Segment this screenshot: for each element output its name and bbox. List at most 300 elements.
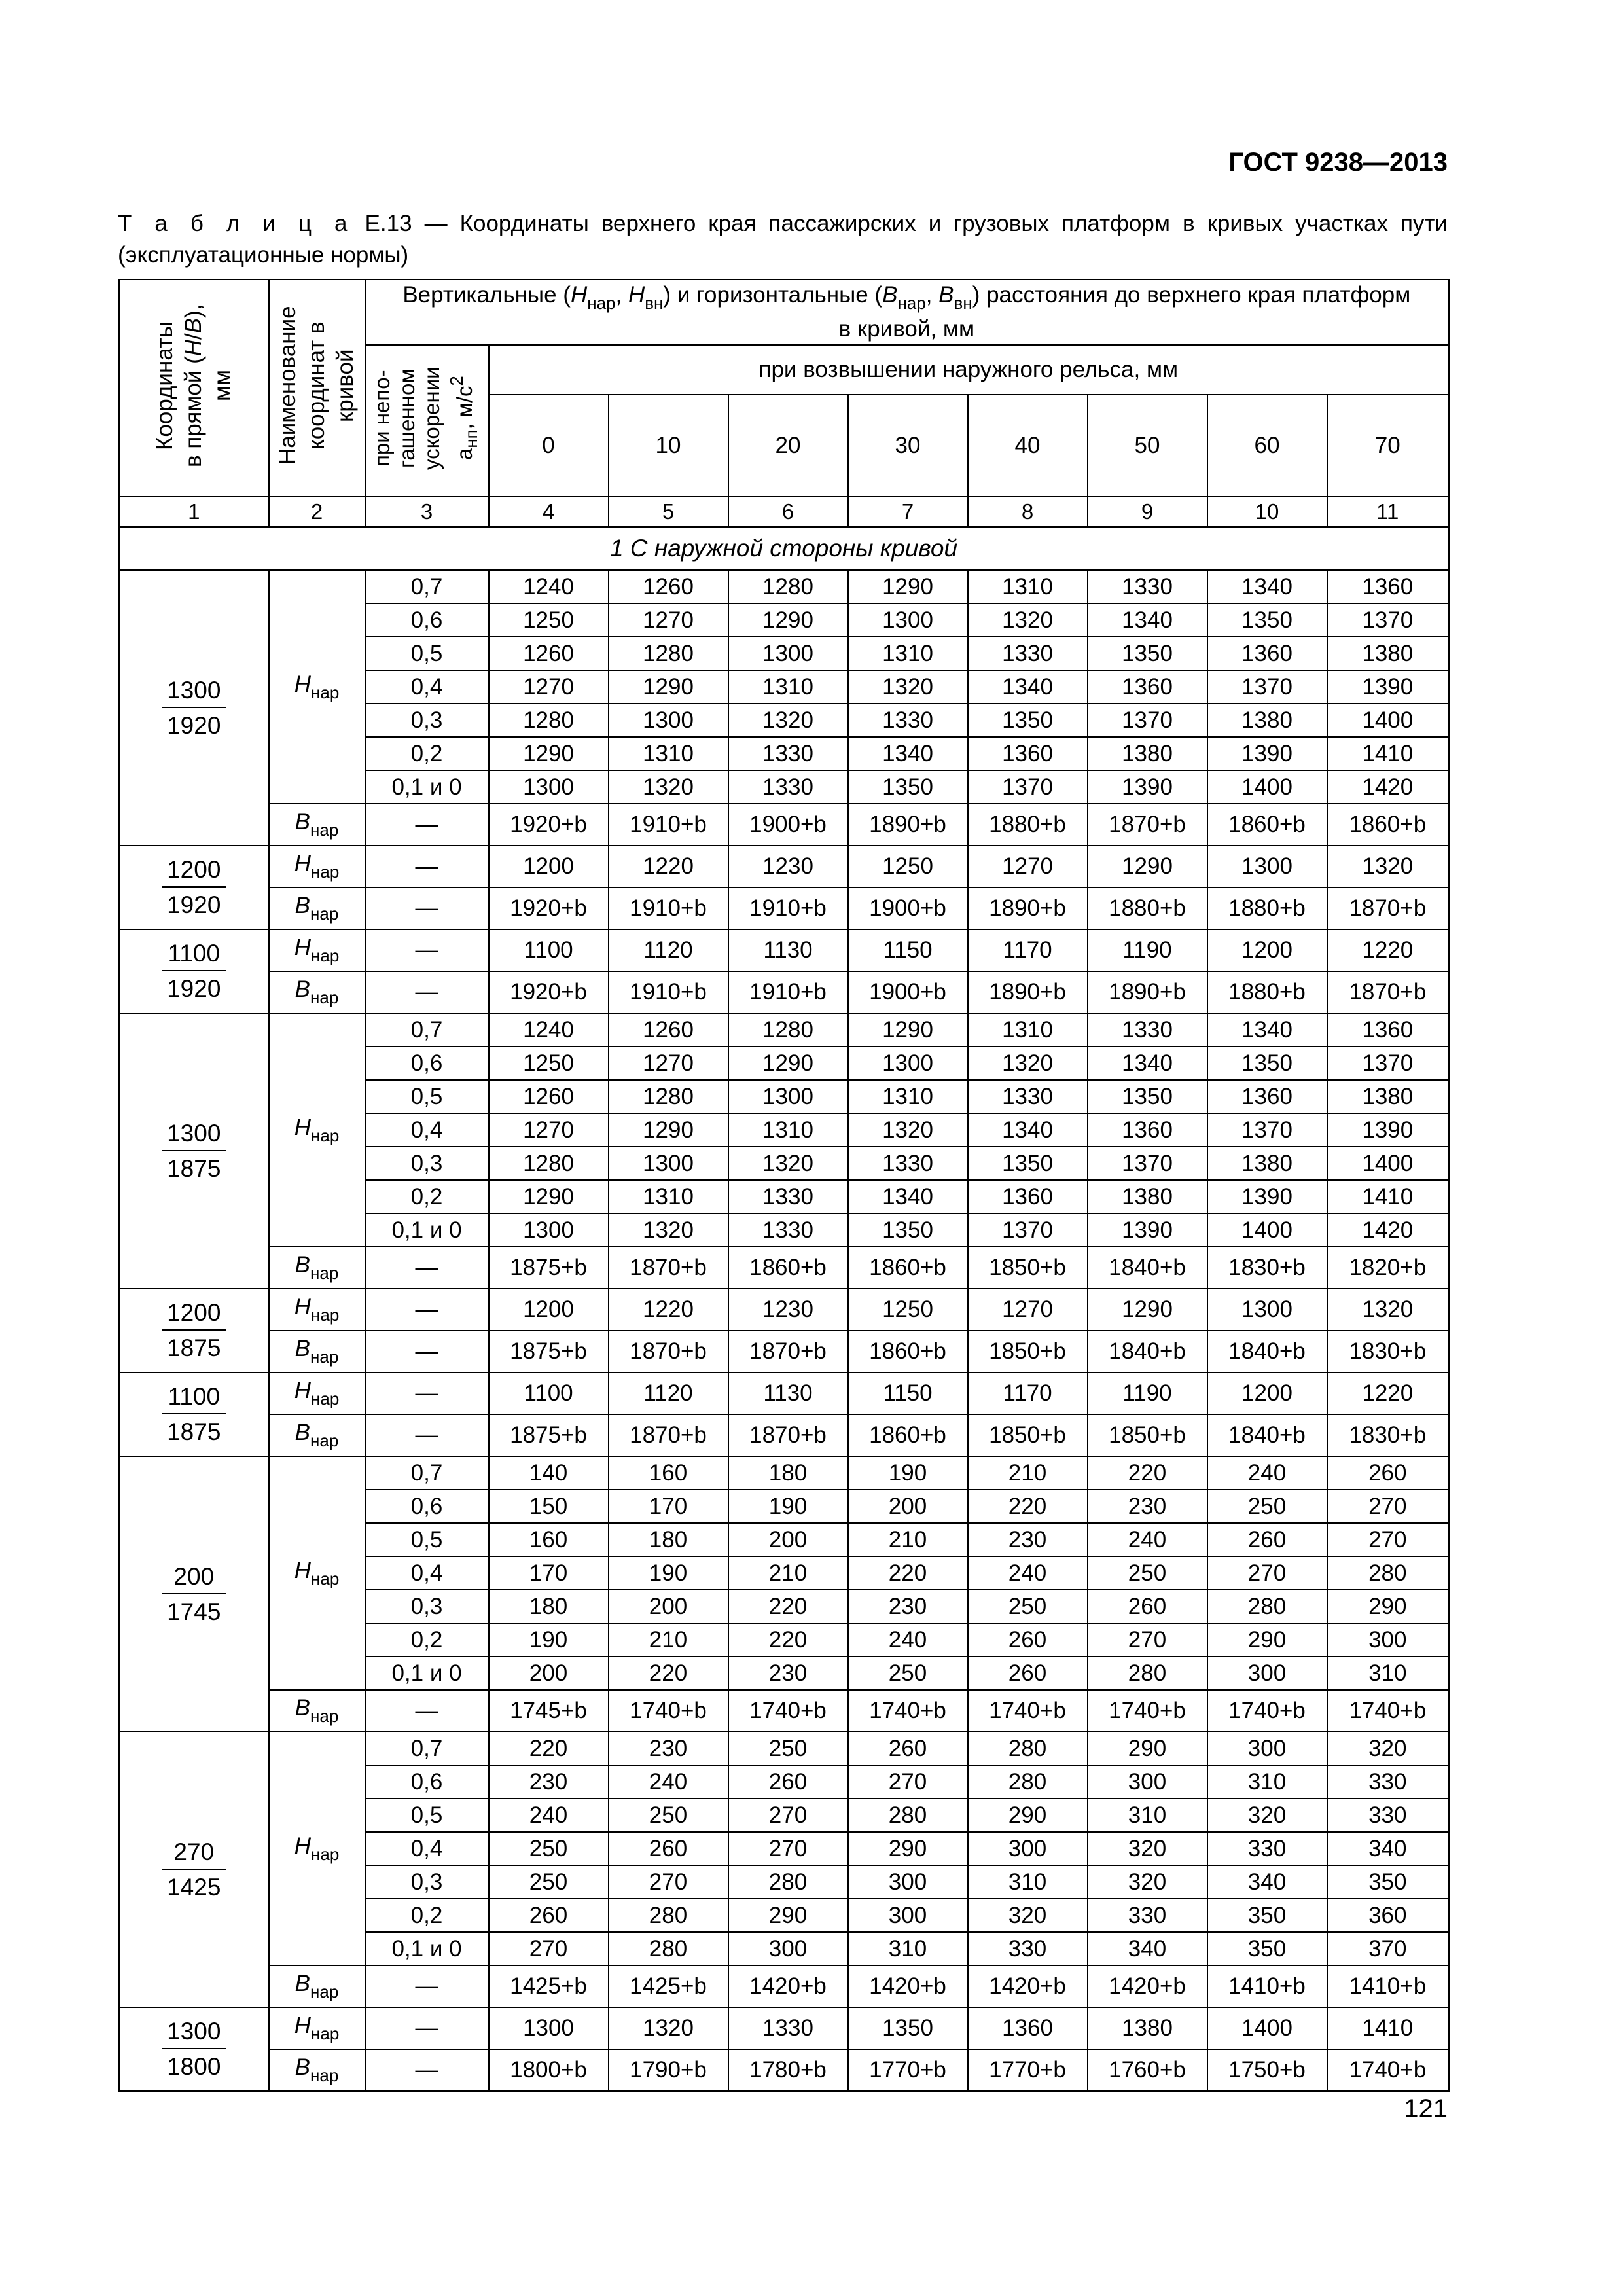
value-cell: 1310 (848, 1080, 968, 1113)
header-acceleration-label: при непо- гашенном ускорении $a_{нп}$, $м/с^2$ (370, 366, 481, 470)
header-distances: Вертикальные ($H_{нар}$, $H_{вн}$) и горизонтальные ($B_{нар}$, $B_{вн}$) расстояния до верхнего края платформ в кривой, мм (365, 279, 1449, 345)
column-number: 6 (728, 497, 848, 527)
value-cell: 1330 (728, 770, 848, 804)
acceleration-cell: — (365, 971, 489, 1013)
b-value: 1875 (167, 1155, 221, 1182)
coordinate-subscript: нар (310, 1431, 339, 1450)
value-cell: 260 (968, 1623, 1088, 1657)
value-cell: 240 (1088, 1523, 1207, 1556)
coordinate-name-h (269, 1372, 365, 1414)
table-row (119, 971, 1449, 1013)
value-cell: 1870+b (609, 1247, 728, 1289)
value-cell: 1290 (728, 603, 848, 637)
value-cell: 1330 (728, 1213, 848, 1247)
value-cell: 1350 (848, 2007, 968, 2049)
value-cell: 250 (728, 1732, 848, 1765)
value-cell: 1280 (489, 1147, 609, 1180)
acceleration-cell: 0,3 (365, 704, 489, 737)
coordinate-fraction (162, 856, 226, 919)
header-straight-label: Координаты в прямой (H/B), мм (152, 303, 236, 467)
value-cell: 1370 (968, 1213, 1088, 1247)
value-cell: 1300 (489, 2007, 609, 2049)
value-cell: 1390 (1207, 737, 1327, 770)
value-cell: 1840+b (1207, 1414, 1327, 1456)
value-cell: 280 (609, 1932, 728, 1965)
value-cell: 1745+b (489, 1690, 609, 1732)
section-title: 1 С наружной стороны кривой (119, 527, 1449, 570)
value-cell: 1330 (728, 2007, 848, 2049)
h-value: 1300 (162, 2018, 226, 2049)
straight-coordinate (119, 1456, 269, 1732)
coordinate-name-b (269, 804, 365, 846)
coordinate-name-b (269, 1690, 365, 1732)
value-cell: 200 (728, 1523, 848, 1556)
value-cell: 300 (1207, 1657, 1327, 1690)
value-cell: 1360 (1207, 637, 1327, 670)
value-cell: 1400 (1207, 770, 1327, 804)
value-cell: 1290 (489, 737, 609, 770)
value-cell: 1830+b (1327, 1414, 1449, 1456)
value-cell: 1870+b (728, 1414, 848, 1456)
value-cell: 1300 (609, 704, 728, 737)
value-cell: 320 (968, 1899, 1088, 1932)
value-cell: 1380 (1088, 2007, 1207, 2049)
value-cell: 260 (1088, 1590, 1207, 1623)
elevation-header: 20 (728, 395, 848, 497)
elevation-header: 60 (1207, 395, 1327, 497)
value-cell: 1830+b (1327, 1331, 1449, 1372)
caption-line-2: (эксплуатационные нормы) (118, 242, 409, 268)
value-cell: 350 (1327, 1865, 1449, 1899)
value-cell: 180 (728, 1456, 848, 1490)
value-cell: 320 (1327, 1732, 1449, 1765)
value-cell: 140 (489, 1456, 609, 1490)
value-cell: 280 (848, 1799, 968, 1832)
value-cell: 1300 (1207, 1289, 1327, 1331)
value-cell: 300 (968, 1832, 1088, 1865)
straight-coordinate (119, 846, 269, 929)
value-cell: 1270 (968, 846, 1088, 888)
coordinate-name-b (269, 888, 365, 929)
straight-coordinate (119, 1732, 269, 2007)
value-cell: 1360 (968, 1180, 1088, 1213)
value-cell: 1410+b (1207, 1965, 1327, 2007)
value-cell: 1410 (1327, 737, 1449, 770)
value-cell: 1740+b (848, 1690, 968, 1732)
value-cell: 1270 (609, 603, 728, 637)
value-cell: 1260 (489, 637, 609, 670)
value-cell: 1400 (1327, 1147, 1449, 1180)
acceleration-cell: — (365, 804, 489, 846)
value-cell: 1310 (728, 670, 848, 704)
value-cell: 1370 (1207, 670, 1327, 704)
value-cell: 1850+b (968, 1414, 1088, 1456)
value-cell: 1770+b (968, 2049, 1088, 2091)
value-cell: 1340 (1088, 603, 1207, 637)
value-cell: 230 (728, 1657, 848, 1690)
value-cell: 1150 (848, 929, 968, 971)
elevation-header: 40 (968, 395, 1088, 497)
value-cell: 1330 (1088, 570, 1207, 603)
value-cell: 1130 (728, 929, 848, 971)
table-row (119, 1732, 1449, 1765)
value-cell: 1875+b (489, 1414, 609, 1456)
coordinate-symbol: B (294, 893, 311, 918)
coordinate-name-b (269, 1965, 365, 2007)
elevation-header: 70 (1327, 395, 1449, 497)
value-cell: 240 (489, 1799, 609, 1832)
value-cell: 1320 (968, 603, 1088, 637)
coordinate-name-b (269, 1331, 365, 1372)
value-cell: 1740+b (1327, 2049, 1449, 2091)
coordinate-symbol: B (294, 1971, 311, 1996)
value-cell: 1890+b (848, 804, 968, 846)
column-number: 1 (119, 497, 269, 527)
coordinate-symbol: B (294, 977, 311, 1002)
value-cell: 1250 (848, 1289, 968, 1331)
h-value: 1300 (162, 1120, 226, 1151)
acceleration-cell: — (365, 1965, 489, 2007)
coordinate-symbol: H (294, 671, 311, 697)
value-cell: 260 (728, 1765, 848, 1799)
value-cell: 1170 (968, 1372, 1088, 1414)
value-cell: 1900+b (728, 804, 848, 846)
coordinate-subscript: нар (310, 988, 339, 1007)
value-cell: 1270 (489, 1113, 609, 1147)
value-cell: 270 (1088, 1623, 1207, 1657)
value-cell: 270 (1207, 1556, 1327, 1590)
value-cell: 230 (848, 1590, 968, 1623)
value-cell: 260 (1327, 1456, 1449, 1490)
acceleration-cell: 0,7 (365, 1456, 489, 1490)
value-cell: 1320 (609, 770, 728, 804)
value-cell: 340 (1088, 1932, 1207, 1965)
coordinate-symbol: H (294, 2013, 311, 2038)
value-cell: 1880+b (968, 804, 1088, 846)
acceleration-cell: 0,1 и 0 (365, 1932, 489, 1965)
coordinate-fraction (162, 2018, 226, 2081)
acceleration-cell: — (365, 888, 489, 929)
value-cell: 230 (968, 1523, 1088, 1556)
value-cell: 1425+b (609, 1965, 728, 2007)
value-cell: 260 (848, 1732, 968, 1765)
value-cell: 270 (1327, 1523, 1449, 1556)
coordinate-subscript: нар (311, 2024, 340, 2043)
value-cell: 220 (968, 1490, 1088, 1523)
value-cell: 1880+b (1207, 971, 1327, 1013)
coordinate-symbol: H (294, 1378, 311, 1403)
value-cell: 1340 (968, 670, 1088, 704)
h-value: 1200 (162, 856, 226, 888)
table-row (119, 1965, 1449, 2007)
value-cell: 200 (489, 1657, 609, 1690)
coordinate-symbol: H (294, 1557, 311, 1583)
value-cell: 1300 (1207, 846, 1327, 888)
coordinate-symbol: B (294, 809, 311, 834)
value-cell: 1300 (489, 770, 609, 804)
header-acceleration (365, 345, 489, 497)
value-cell: 1320 (728, 704, 848, 737)
coordinate-fraction (162, 1383, 226, 1446)
value-cell: 1370 (968, 770, 1088, 804)
value-cell: 1860+b (1327, 804, 1449, 846)
value-cell: 1760+b (1088, 2049, 1207, 2091)
value-cell: 280 (968, 1732, 1088, 1765)
value-cell: 1380 (1327, 1080, 1449, 1113)
elevation-header: 30 (848, 395, 968, 497)
elevation-header: 50 (1088, 395, 1207, 497)
coordinate-name-h (269, 846, 365, 888)
h-value: 1100 (162, 1383, 226, 1414)
value-cell: 1100 (489, 1372, 609, 1414)
value-cell: 160 (489, 1523, 609, 1556)
value-cell: 1330 (728, 737, 848, 770)
coordinate-symbol: H (294, 1114, 311, 1140)
value-cell: 190 (728, 1490, 848, 1523)
value-cell: 1890+b (968, 971, 1088, 1013)
acceleration-cell: — (365, 846, 489, 888)
value-cell: 1390 (1088, 1213, 1207, 1247)
value-cell: 220 (848, 1556, 968, 1590)
value-cell: 1420+b (848, 1965, 968, 2007)
acceleration-cell: 0,6 (365, 1765, 489, 1799)
coordinate-subscript: нар (311, 682, 340, 702)
value-cell: 150 (489, 1490, 609, 1523)
table-row (119, 1247, 1449, 1289)
value-cell: 1290 (609, 1113, 728, 1147)
acceleration-cell: 0,4 (365, 1832, 489, 1865)
value-cell: 220 (728, 1623, 848, 1657)
value-cell: 360 (1327, 1899, 1449, 1932)
value-cell: 1800+b (489, 2049, 609, 2091)
value-cell: 1860+b (728, 1247, 848, 1289)
coordinate-name-h (269, 570, 365, 804)
coordinate-symbol: H (294, 1294, 311, 1319)
header-curve-label: Наименование координат в кривой (275, 306, 358, 465)
value-cell: 1350 (848, 770, 968, 804)
coordinate-symbol: H (294, 1833, 311, 1859)
value-cell: 1290 (848, 570, 968, 603)
value-cell: 1290 (1088, 1289, 1207, 1331)
value-cell: 250 (968, 1590, 1088, 1623)
value-cell: 1290 (848, 1013, 968, 1047)
acceleration-cell: 0,1 и 0 (365, 1657, 489, 1690)
b-value: 1920 (167, 975, 221, 1002)
coordinate-subscript: нар (311, 862, 340, 882)
header-curve-coordinate-name (269, 279, 365, 497)
acceleration-cell: 0,6 (365, 1047, 489, 1080)
coordinate-subscript: нар (310, 1263, 339, 1283)
value-cell: 220 (489, 1732, 609, 1765)
value-cell: 270 (609, 1865, 728, 1899)
value-cell: 310 (1207, 1765, 1327, 1799)
value-cell: 1400 (1207, 1213, 1327, 1247)
value-cell: 1350 (1088, 1080, 1207, 1113)
table-row (119, 1013, 1449, 1047)
value-cell: 180 (609, 1523, 728, 1556)
value-cell: 1240 (489, 1013, 609, 1047)
value-cell: 1290 (728, 1047, 848, 1080)
value-cell: 1410 (1327, 2007, 1449, 2049)
value-cell: 1330 (848, 1147, 968, 1180)
value-cell: 1100 (489, 929, 609, 971)
value-cell: 370 (1327, 1932, 1449, 1965)
column-number: 2 (269, 497, 365, 527)
h-value: 1200 (162, 1299, 226, 1331)
acceleration-cell: — (365, 1690, 489, 1732)
value-cell: 1330 (968, 1080, 1088, 1113)
coordinate-symbol: B (294, 1336, 311, 1361)
value-cell: 1320 (1327, 1289, 1449, 1331)
acceleration-cell: 0,3 (365, 1865, 489, 1899)
value-cell: 1370 (1327, 1047, 1449, 1080)
value-cell: 1340 (1207, 570, 1327, 603)
value-cell: 1890+b (1088, 971, 1207, 1013)
value-cell: 280 (1207, 1590, 1327, 1623)
acceleration-cell: — (365, 1289, 489, 1331)
value-cell: 1410 (1327, 1180, 1449, 1213)
coordinate-name-b (269, 1414, 365, 1456)
table-row (119, 1690, 1449, 1732)
acceleration-cell: 0,2 (365, 1623, 489, 1657)
coordinate-name-h (269, 2007, 365, 2049)
value-cell: 170 (489, 1556, 609, 1590)
value-cell: 1170 (968, 929, 1088, 971)
value-cell: 350 (1207, 1932, 1327, 1965)
value-cell: 280 (1327, 1556, 1449, 1590)
elevation-header: 0 (489, 395, 609, 497)
value-cell: 1360 (1207, 1080, 1327, 1113)
value-cell: 290 (1207, 1623, 1327, 1657)
straight-coordinate (119, 929, 269, 1013)
value-cell: 1220 (609, 846, 728, 888)
value-cell: 200 (848, 1490, 968, 1523)
coordinate-subscript: нар (310, 1347, 339, 1367)
value-cell: 290 (968, 1799, 1088, 1832)
value-cell: 1750+b (1207, 2049, 1327, 2091)
value-cell: 270 (728, 1799, 848, 1832)
value-cell: 330 (968, 1932, 1088, 1965)
value-cell: 250 (848, 1657, 968, 1690)
value-cell: 1200 (1207, 1372, 1327, 1414)
acceleration-cell: 0,1 и 0 (365, 1213, 489, 1247)
coordinate-subscript: нар (311, 1125, 340, 1145)
acceleration-cell: 0,4 (365, 670, 489, 704)
coordinate-fraction (162, 940, 226, 1003)
page-number: 121 (1404, 2094, 1448, 2123)
value-cell: 1230 (728, 846, 848, 888)
acceleration-cell: — (365, 2007, 489, 2049)
value-cell: 1740+b (609, 1690, 728, 1732)
value-cell: 1240 (489, 570, 609, 603)
acceleration-cell: 0,6 (365, 603, 489, 637)
value-cell: 1120 (609, 1372, 728, 1414)
h-value: 270 (162, 1839, 226, 1870)
table-row (119, 570, 1449, 603)
value-cell: 1340 (1207, 1013, 1327, 1047)
value-cell: 1200 (489, 1289, 609, 1331)
value-cell: 300 (848, 1899, 968, 1932)
column-number: 5 (609, 497, 728, 527)
value-cell: 1850+b (968, 1331, 1088, 1372)
value-cell: 1220 (609, 1289, 728, 1331)
value-cell: 1300 (609, 1147, 728, 1180)
value-cell: 1350 (1207, 1047, 1327, 1080)
value-cell: 1830+b (1207, 1247, 1327, 1289)
value-cell: 310 (848, 1932, 968, 1965)
value-cell: 1890+b (968, 888, 1088, 929)
value-cell: 310 (968, 1865, 1088, 1899)
straight-coordinate (119, 2007, 269, 2091)
value-cell: 290 (1088, 1732, 1207, 1765)
value-cell: 1740+b (1088, 1690, 1207, 1732)
column-number: 9 (1088, 497, 1207, 527)
value-cell: 1910+b (609, 888, 728, 929)
value-cell: 1380 (1088, 1180, 1207, 1213)
value-cell: 1390 (1327, 1113, 1449, 1147)
value-cell: 210 (968, 1456, 1088, 1490)
caption-line-1: Е.13 — Координаты верхнего края пассажирских и грузовых платформ в кривых участках пути (352, 211, 1448, 236)
value-cell: 260 (609, 1832, 728, 1865)
value-cell: 1860+b (848, 1331, 968, 1372)
value-cell: 1770+b (848, 2049, 968, 2091)
value-cell: 1310 (728, 1113, 848, 1147)
b-value: 1920 (167, 711, 221, 739)
value-cell: 1920+b (489, 804, 609, 846)
value-cell: 1370 (1088, 1147, 1207, 1180)
acceleration-cell: 0,1 и 0 (365, 770, 489, 804)
value-cell: 230 (1088, 1490, 1207, 1523)
h-value: 1300 (162, 677, 226, 708)
coordinate-fraction (162, 1563, 226, 1626)
value-cell: 1370 (1088, 704, 1207, 737)
coordinate-subscript: нар (310, 2066, 339, 2085)
value-cell: 1870+b (609, 1331, 728, 1372)
value-cell: 1280 (609, 1080, 728, 1113)
value-cell: 1270 (968, 1289, 1088, 1331)
value-cell: 330 (1088, 1899, 1207, 1932)
acceleration-cell: 0,7 (365, 570, 489, 603)
acceleration-cell: 0,4 (365, 1556, 489, 1590)
coordinate-fraction (162, 1839, 226, 1901)
value-cell: 240 (968, 1556, 1088, 1590)
value-cell: 1360 (968, 737, 1088, 770)
value-cell: 230 (609, 1732, 728, 1765)
coordinates-table (118, 279, 1450, 2092)
value-cell: 1290 (609, 670, 728, 704)
acceleration-cell: — (365, 1331, 489, 1372)
value-cell: 1340 (848, 1180, 968, 1213)
value-cell: 1390 (1088, 770, 1207, 804)
table-row (119, 1331, 1449, 1372)
value-cell: 1190 (1088, 929, 1207, 971)
value-cell: 1310 (968, 1013, 1088, 1047)
value-cell: 1120 (609, 929, 728, 971)
value-cell: 220 (1088, 1456, 1207, 1490)
acceleration-cell: 0,5 (365, 1799, 489, 1832)
table-row (119, 1414, 1449, 1456)
value-cell: 310 (1088, 1799, 1207, 1832)
value-cell: 1320 (848, 670, 968, 704)
value-cell: 270 (848, 1765, 968, 1799)
value-cell: 210 (848, 1523, 968, 1556)
value-cell: 1380 (1088, 737, 1207, 770)
value-cell: 1300 (728, 637, 848, 670)
value-cell: 1380 (1327, 637, 1449, 670)
column-number: 7 (848, 497, 968, 527)
header-straight-coordinates (119, 279, 269, 497)
table-row (119, 2049, 1449, 2091)
